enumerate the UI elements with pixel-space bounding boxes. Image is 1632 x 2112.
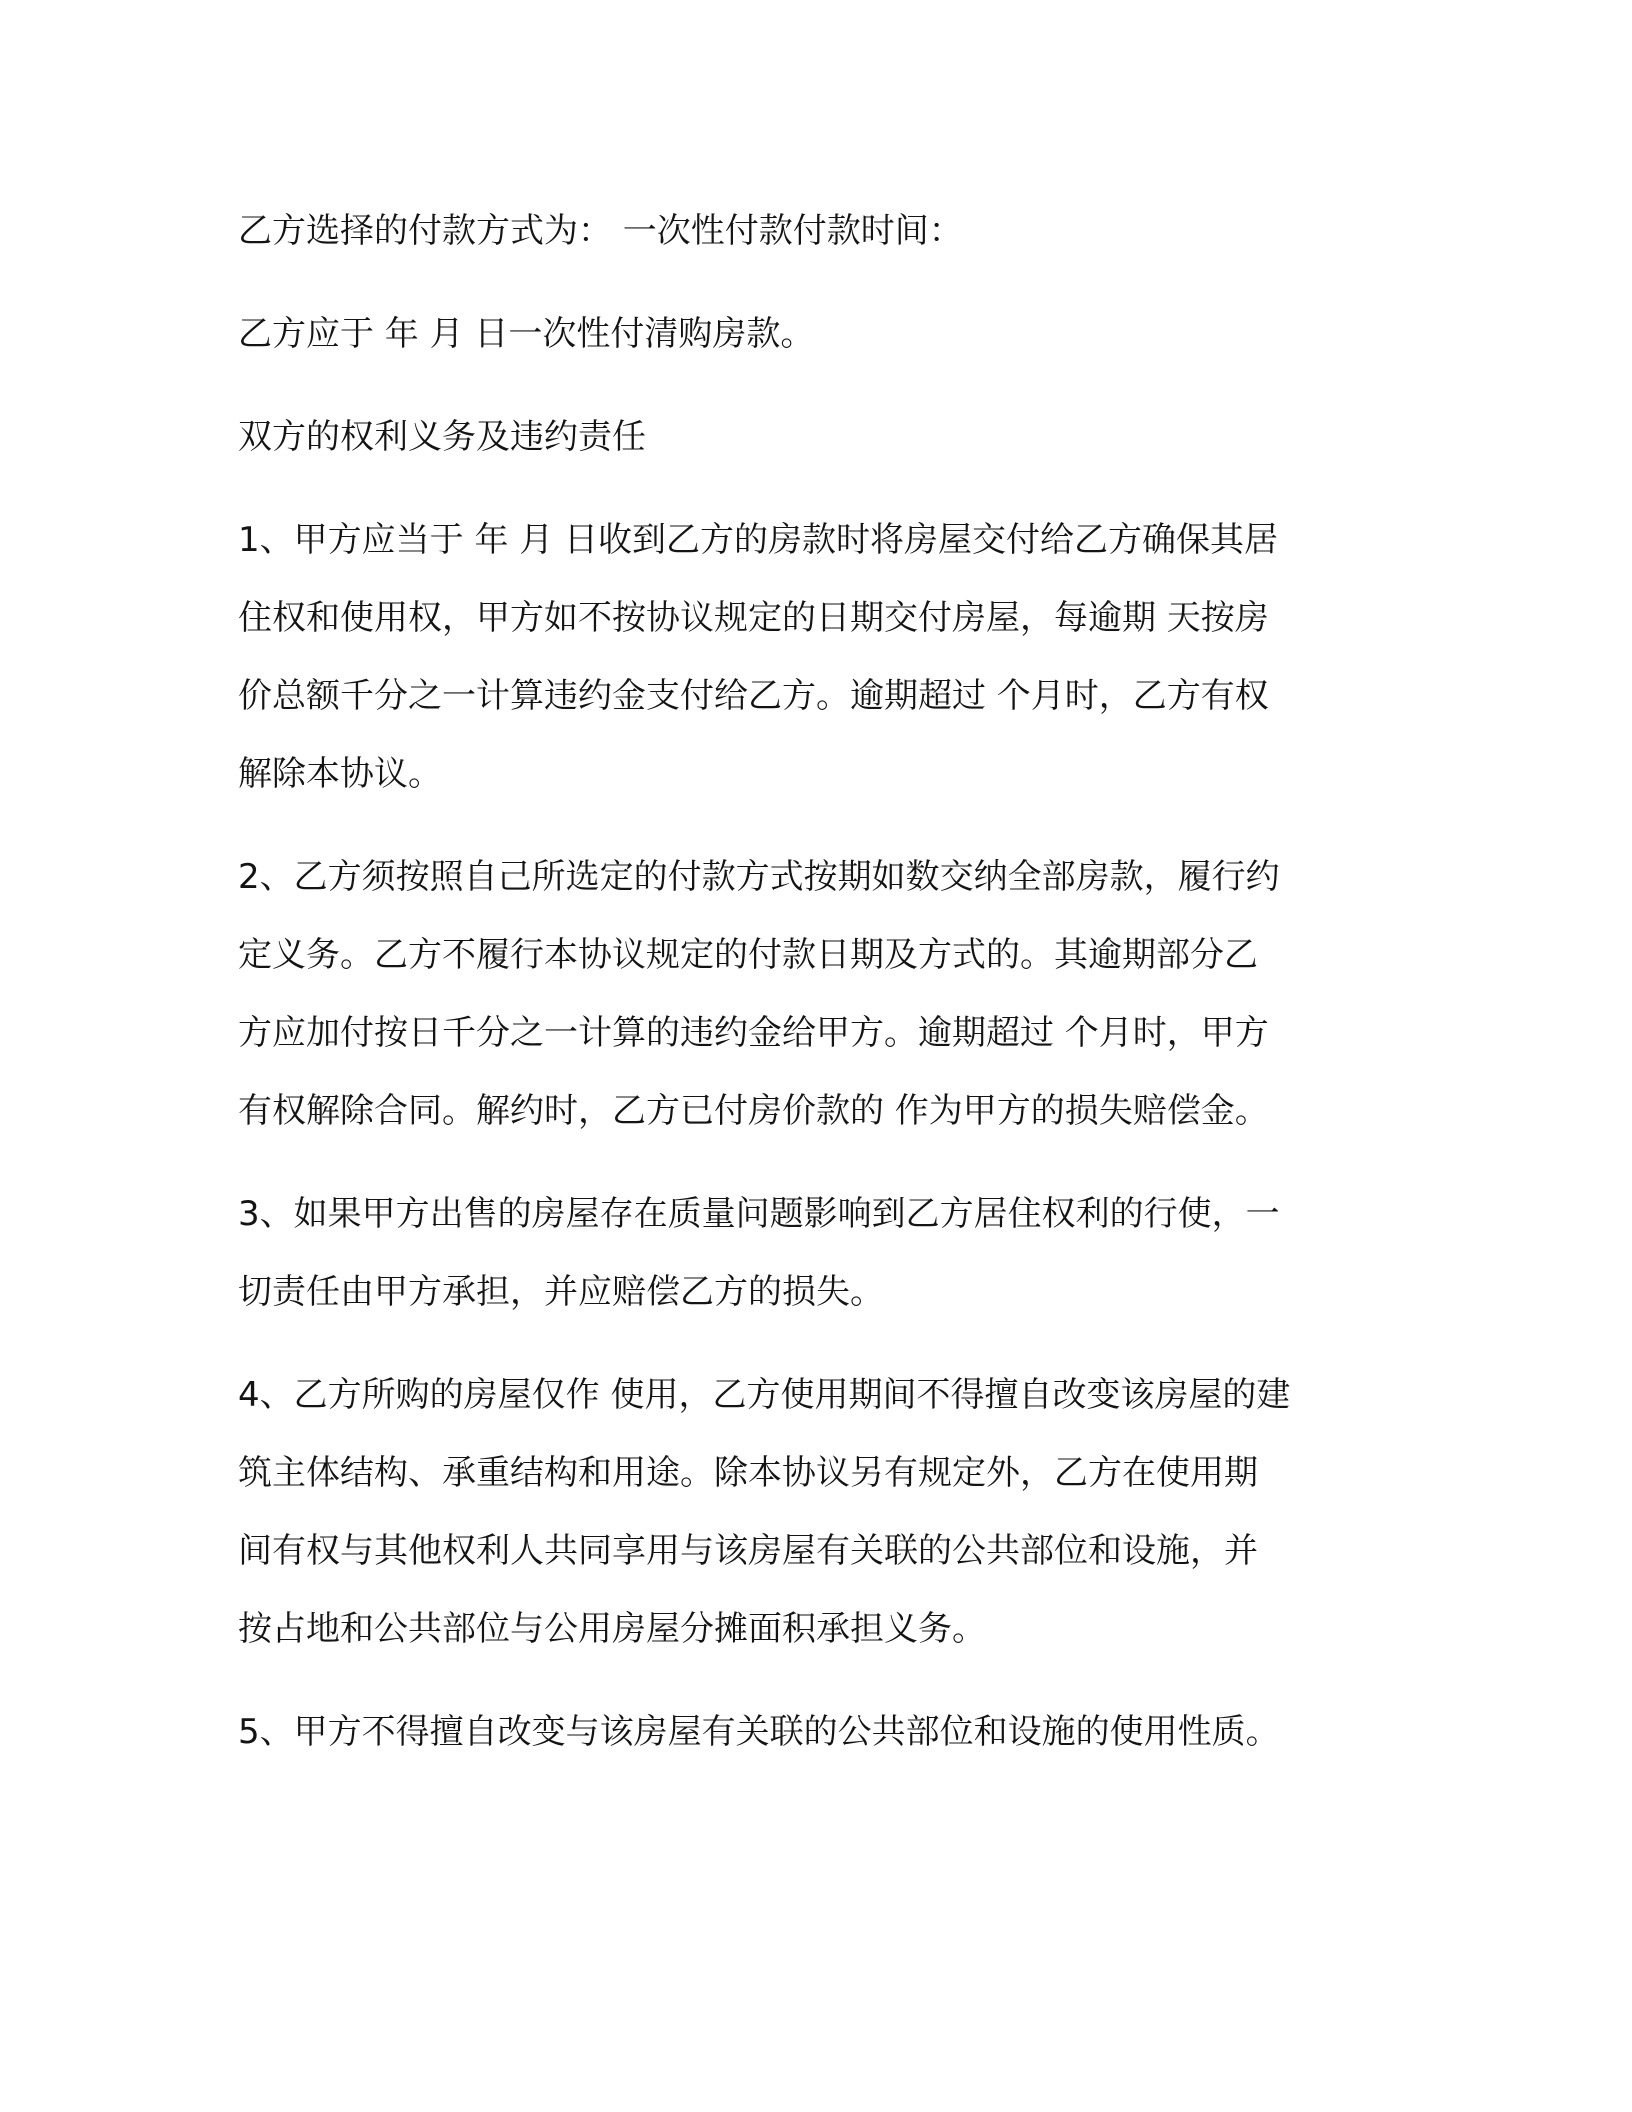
text-line: 价总额千分之一计算违约金支付给乙方。逾期超过 个月时，乙方有权 xyxy=(238,676,1269,716)
paragraph-payment-method xyxy=(238,192,1398,270)
text-line: 住权和使用权，甲方如不按协议规定的日期交付房屋，每逾期 天按房 xyxy=(238,598,1269,638)
section-heading-rights-obligations xyxy=(238,398,1398,476)
text-line: 乙方应于 年 月 日一次性付清购房款。 xyxy=(238,314,815,354)
text-line: 解除本协议。 xyxy=(238,754,442,794)
text-line: 按占地和公共部位与公用房屋分摊面积承担义务。 xyxy=(238,1609,986,1649)
clause-5 xyxy=(238,1693,1398,1771)
clause-2 xyxy=(238,838,1398,1150)
text-line: 1、甲方应当于 年 月 日收到乙方的房款时将房屋交付给乙方确保其居 xyxy=(238,520,1279,560)
text-line: 乙方选择的付款方式为： 一次性付款付款时间： xyxy=(238,211,963,251)
text-line: 方应加付按日千分之一计算的违约金给甲方。逾期超过 个月时，甲方 xyxy=(238,1013,1269,1053)
clause-3 xyxy=(238,1175,1398,1331)
text-line: 4、乙方所购的房屋仅作 使用，乙方使用期间不得擅自改变该房屋的建 xyxy=(238,1375,1291,1415)
text-line: 3、如果甲方出售的房屋存在质量问题影响到乙方居住权利的行使，一 xyxy=(238,1194,1280,1234)
document-body xyxy=(238,192,1398,1796)
text-line: 切责任由甲方承担，并应赔偿乙方的损失。 xyxy=(238,1272,884,1312)
text-line: 定义务。乙方不履行本协议规定的付款日期及方式的。其逾期部分乙 xyxy=(238,935,1258,975)
text-line: 筑主体结构、承重结构和用途。除本协议另有规定外，乙方在使用期 xyxy=(238,1453,1258,1493)
text-line: 双方的权利义务及违约责任 xyxy=(238,417,646,457)
text-line: 2、乙方须按照自己所选定的付款方式按期如数交纳全部房款，履行约 xyxy=(238,857,1280,897)
text-line: 间有权与其他权利人共同享用与该房屋有关联的公共部位和设施，并 xyxy=(238,1531,1258,1571)
paragraph-payment-deadline xyxy=(238,295,1398,373)
text-line: 有权解除合同。解约时，乙方已付房价款的 作为甲方的损失赔偿金。 xyxy=(238,1091,1269,1131)
clause-1 xyxy=(238,501,1398,813)
text-line: 5、甲方不得擅自改变与该房屋有关联的公共部位和设施的使用性质。 xyxy=(238,1712,1280,1752)
clause-4 xyxy=(238,1356,1398,1668)
